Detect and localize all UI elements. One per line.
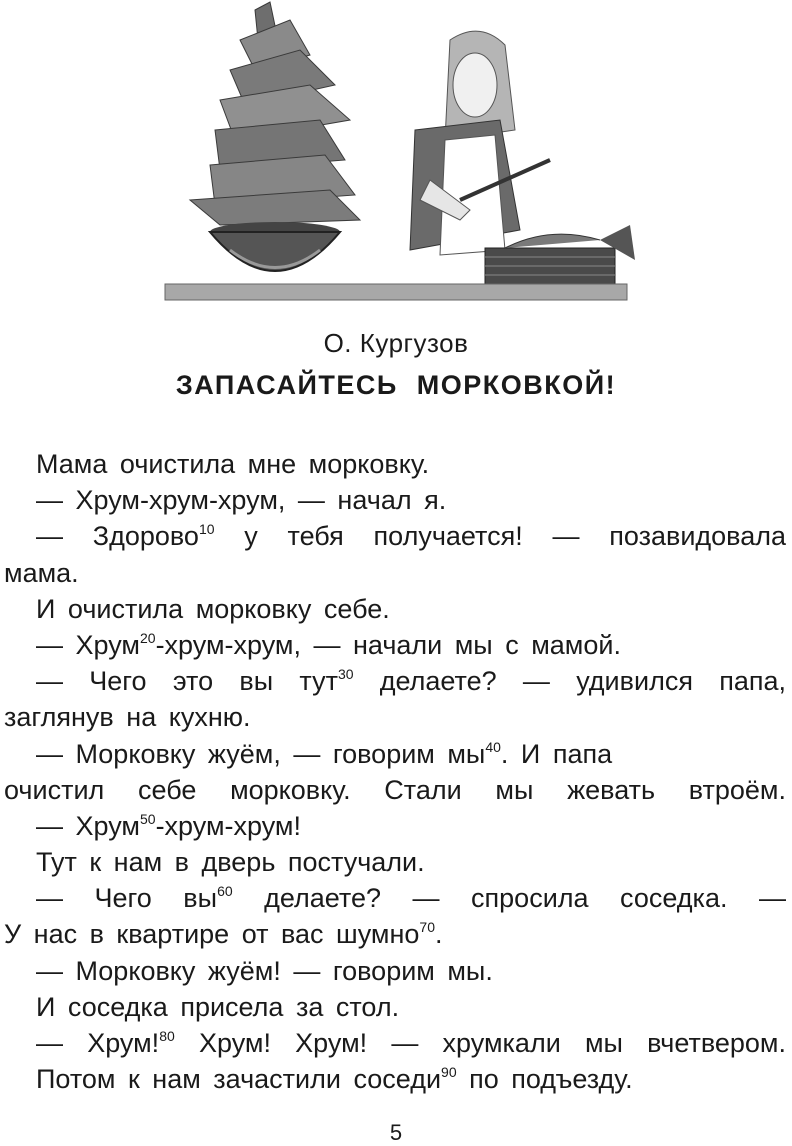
woman-figure-icon: [410, 31, 550, 255]
text-line: [4, 482, 786, 518]
basket-icon: [485, 225, 635, 286]
text-line: [4, 518, 786, 554]
text-segment: -хрум-хрум!: [155, 810, 301, 841]
text-segment: заглянув на кухню.: [4, 702, 251, 733]
word-count-marker: 80: [159, 1028, 175, 1044]
counter-shelf: [165, 284, 627, 300]
page-number: 5: [389, 1120, 403, 1145]
text-segment: .: [434, 919, 443, 950]
text-segment: — Чего вы: [36, 883, 218, 914]
text-line: [4, 808, 786, 844]
word-count-marker: 20: [139, 629, 156, 646]
text-segment: делаете? — удивился папа,: [353, 666, 786, 697]
text-segment: — Хрум: [36, 629, 140, 660]
text-segment: по подъезду.: [456, 1064, 633, 1095]
text-segment: И соседка присела за стол.: [36, 991, 400, 1022]
text-segment: Потом к нам зачастили соседи: [36, 1064, 442, 1095]
text-segment: — Здорово: [36, 521, 199, 552]
word-count-marker: 70: [419, 919, 435, 936]
text-segment: очистил себе морковку. Стали мы жевать втроём.: [4, 774, 786, 805]
word-count-marker: 40: [485, 738, 501, 755]
word-count-marker: 30: [337, 666, 354, 683]
text-line: [4, 736, 786, 772]
text-segment: — Морковку жуём! — говорим мы.: [36, 955, 493, 986]
text-segment: Мама очистила мне морковку.: [36, 449, 430, 479]
word-count-marker: 60: [217, 883, 233, 900]
word-count-marker: 50: [139, 810, 156, 827]
word-count-marker: 90: [441, 1064, 457, 1081]
bowl-icon: [210, 222, 340, 271]
text-segment: мама.: [4, 557, 79, 588]
text-segment: Хрум! Хрум! — хрумкали мы вчетвером.: [174, 1028, 786, 1058]
text-line: [4, 555, 786, 591]
text-segment: . И папа: [500, 738, 613, 769]
text-line: [4, 663, 786, 699]
text-segment: — Хрум: [36, 810, 140, 841]
text-line: [4, 916, 786, 952]
text-segment: — Хрум!: [36, 1028, 160, 1058]
text-line: [4, 880, 786, 916]
text-line: [4, 699, 786, 735]
text-line: [4, 772, 786, 808]
text-segment: делаете? — спросила соседка. —: [232, 883, 786, 914]
text-line: [4, 627, 786, 663]
text-segment: — Морковку жуём, — говорим мы: [36, 738, 486, 769]
kitchen-illustration: [160, 0, 640, 305]
text-segment: -хрум-хрум, — начали мы с мамой.: [155, 629, 621, 660]
text-segment: И очистила морковку себе.: [36, 593, 390, 624]
story-title: ЗАПАСАЙТЕСЬ МОРКОВКОЙ!: [175, 370, 617, 400]
author-name: О. Кургузов: [323, 328, 469, 358]
text-line: [4, 989, 786, 1025]
text-segment: — Чего это вы тут: [36, 666, 338, 697]
story-text: [4, 446, 786, 1097]
text-line: [4, 591, 786, 627]
text-line: [4, 446, 786, 482]
text-segment: Тут к нам в дверь постучали.: [36, 847, 425, 878]
text-line: [4, 953, 786, 989]
text-segment: — Хрум-хрум-хрум, — начал я.: [36, 485, 447, 516]
carrot-tower-icon: [190, 2, 360, 225]
text-segment: У нас в квартире от вас шумно: [4, 919, 420, 950]
text-line: [4, 1025, 786, 1061]
text-line: [4, 844, 786, 880]
word-count-marker: 10: [198, 521, 215, 538]
text-segment: у тебя получается! — позавидовала: [214, 521, 787, 552]
text-line: [4, 1061, 786, 1097]
